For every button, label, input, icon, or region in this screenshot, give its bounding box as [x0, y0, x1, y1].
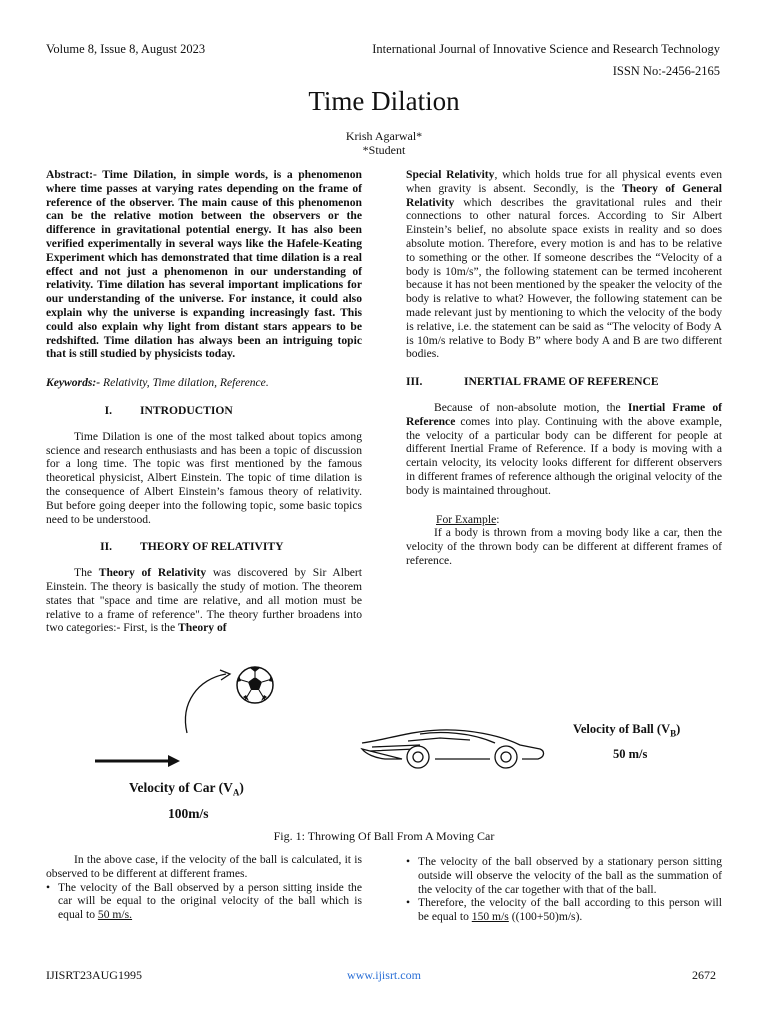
ball-velocity-label-close: ) — [676, 722, 681, 736]
car-velocity-label — [129, 780, 244, 798]
example-label-text: For Example — [436, 512, 497, 526]
inertial-paragraph — [406, 401, 722, 498]
abstract-label: Abstract:- — [46, 168, 97, 181]
bullet-dot-icon: • — [406, 855, 411, 868]
section-title: THEORY OF RELATIVITY — [140, 540, 284, 554]
left-column — [46, 168, 362, 635]
affiliation: *Student — [362, 143, 406, 157]
section-title: INTRODUCTION — [140, 403, 233, 417]
car-velocity-arrowhead — [168, 755, 180, 767]
text-run: The — [74, 566, 99, 580]
keywords — [46, 376, 362, 390]
journal-name: International Journal of Innovative Science and Research Technology — [372, 42, 720, 56]
car-icon — [362, 730, 544, 768]
figure-ball-car — [0, 655, 768, 845]
bullet-item — [406, 896, 722, 924]
ball-velocity-value: 50 m/s — [613, 747, 648, 761]
volume-issue: Volume 8, Issue 8, August 2023 — [46, 42, 206, 56]
abstract — [46, 168, 362, 361]
relativity-paragraph-1 — [46, 566, 362, 635]
ball-velocity-label — [573, 722, 680, 739]
journal-url-link[interactable]: www.ijisrt.com — [347, 968, 421, 982]
section-title: INERTIAL FRAME OF REFERENCE — [464, 375, 659, 389]
page-number: 2672 — [692, 968, 716, 982]
underlined-value: 150 m/s — [471, 910, 509, 924]
bullet-dot-icon: • — [46, 880, 51, 894]
ball-velocity-label-text: Velocity of Ball (V — [573, 722, 671, 736]
text-run: Because of non-absolute motion, the — [434, 400, 628, 414]
text-run: comes into play. Continuing with the above example, the velocity of a particular body can be different for people at different Inertial Frame of Reference. If a body is moving with a certain velocity, its velocity looks different for different observers in different frames of reference although the original velocity of the body is maintained throughout. — [406, 414, 722, 497]
figure-caption: Fig. 1: Throwing Of Ball From A Moving Car — [273, 829, 495, 843]
bold-term: Theory of Relativity — [98, 566, 207, 580]
keywords-text: Relativity, Time dilation, Reference. — [103, 376, 269, 390]
section-number: II. — [100, 540, 112, 554]
bullet-text — [418, 896, 722, 924]
figure-illustration — [0, 655, 768, 845]
example-paragraph: If a body is thrown from a moving body like a car, then the velocity of the thrown body can be different at different frames of reference. — [406, 526, 722, 567]
ball-velocity-subscript: B — [670, 728, 677, 739]
text-run: , which holds true for all physical events even when gravity is absent. Secondly, is the — [406, 168, 722, 195]
car-velocity-subscript: A — [232, 787, 240, 798]
case-paragraph: In the above case, if the velocity of the ball is calculated, it is observed to be different at different frames. — [46, 853, 362, 880]
car-velocity-label-close: ) — [239, 780, 244, 795]
example-label — [406, 513, 722, 527]
author: Krish Agarwal* — [345, 129, 423, 143]
bold-term: Inertial Frame of Reference — [406, 400, 723, 428]
soccer-ball-icon — [237, 667, 273, 703]
bullet-item — [46, 881, 362, 922]
bold-term: Theory of General Relativity — [406, 181, 722, 209]
trajectory-curve — [185, 674, 226, 733]
section-number: I. — [104, 403, 112, 417]
paper-title: Time Dilation — [308, 86, 460, 116]
bold-term: Special Relativity — [406, 168, 495, 181]
text-run: was discovered by Sir Albert Einstein. The theory is basically the study of motion. The theorem states that "space and time are relative, and all motion must be relative to a frame of reference". The theory further broadens into two categories:- First, is the — [46, 566, 362, 635]
right-column — [406, 168, 722, 568]
section-heading-introduction — [46, 404, 362, 418]
intro-paragraph: Time Dilation is one of the most talked about topics among science and research enthusiasts and has been a topic of discussion for a long time. The topic was first mentioned by the famous theoretical physicist, Albert Einstein. The topic of time dilation is the consequence of Albert Einstein’s famous theory of relativity. But before going deeper into the following topic, some basic topics need to be understood. — [46, 429, 362, 526]
bullet-dot-icon: • — [406, 896, 411, 910]
paper-code: IJISRT23AUG1995 — [46, 968, 142, 982]
underlined-value: 50 m/s. — [97, 908, 133, 922]
text-run: ((100+50)m/s). — [508, 910, 583, 924]
car-velocity-label-text: Velocity of Car (V — [129, 780, 233, 795]
issn: ISSN No:-2456-2165 — [612, 64, 720, 78]
section-number: III. — [406, 375, 423, 389]
bullet-text: The velocity of the ball observed by a stationary person sitting outside will observe the velocity of the ball as the summation of the velocity of the car together with that of the ball. — [418, 855, 722, 896]
bold-term: Theory of — [178, 621, 227, 635]
abstract-text: Time Dilation, in simple words, is a phenomenon where time passes at varying rates depending on the frame of reference of the observer. The main cause of this phenomenon can be the relative motion between the observers or the difference in gravitational potential energy. It has also been verified experimentally in several ways like the Hafele-Keating Experiment which has demonstrated that time dilation is a real effect and not just a phenomenon in our understanding of relativity. Time dilation has several important implications for our understanding of the universe. For instance, it could also explain why the universe is expanding increasingly fast. This could also explain why light from distant stars appears to be redshifted. Time dilation has always been an intriguing topic that is still studied by physicists today. — [46, 168, 362, 361]
car-velocity-value: 100m/s — [168, 806, 209, 821]
bottom-right-column — [406, 855, 722, 924]
bullet-item — [406, 855, 722, 896]
text-run: which describes the gravitational rules and their connections to other natural forces. According to Sir Albert Einstein’s belief, no absolute space exists in reality and so does absolute motion. Therefore, every motion is and has to be relative to something or the other. If someone describes the “Velocity of a body is 10m/s”, the following statement can be termed incoherent because it has not been mentioned by the speaker the velocity of the body is relative to what? However, the following statement can be made relevant just by mentioning to which the velocity of the body is relative, i.e. the statement can be said as “The velocity of Body A is 10m/s relative to Body B” where body A and B are two different bodies. — [406, 195, 722, 361]
section-heading-inertial — [406, 375, 722, 389]
keywords-label: Keywords:- — [46, 376, 101, 390]
example-colon: : — [496, 512, 500, 526]
text-run: Therefore, the velocity of the ball according to this person will be equal to — [418, 896, 722, 924]
section-heading-relativity — [46, 540, 362, 554]
bottom-left-column — [46, 853, 362, 922]
text-run: The velocity of the Ball observed by a person sitting inside the car will be equal to the original velocity of the ball which is equal to — [58, 880, 362, 922]
relativity-paragraph-2 — [406, 168, 722, 361]
bullet-text — [58, 881, 362, 922]
